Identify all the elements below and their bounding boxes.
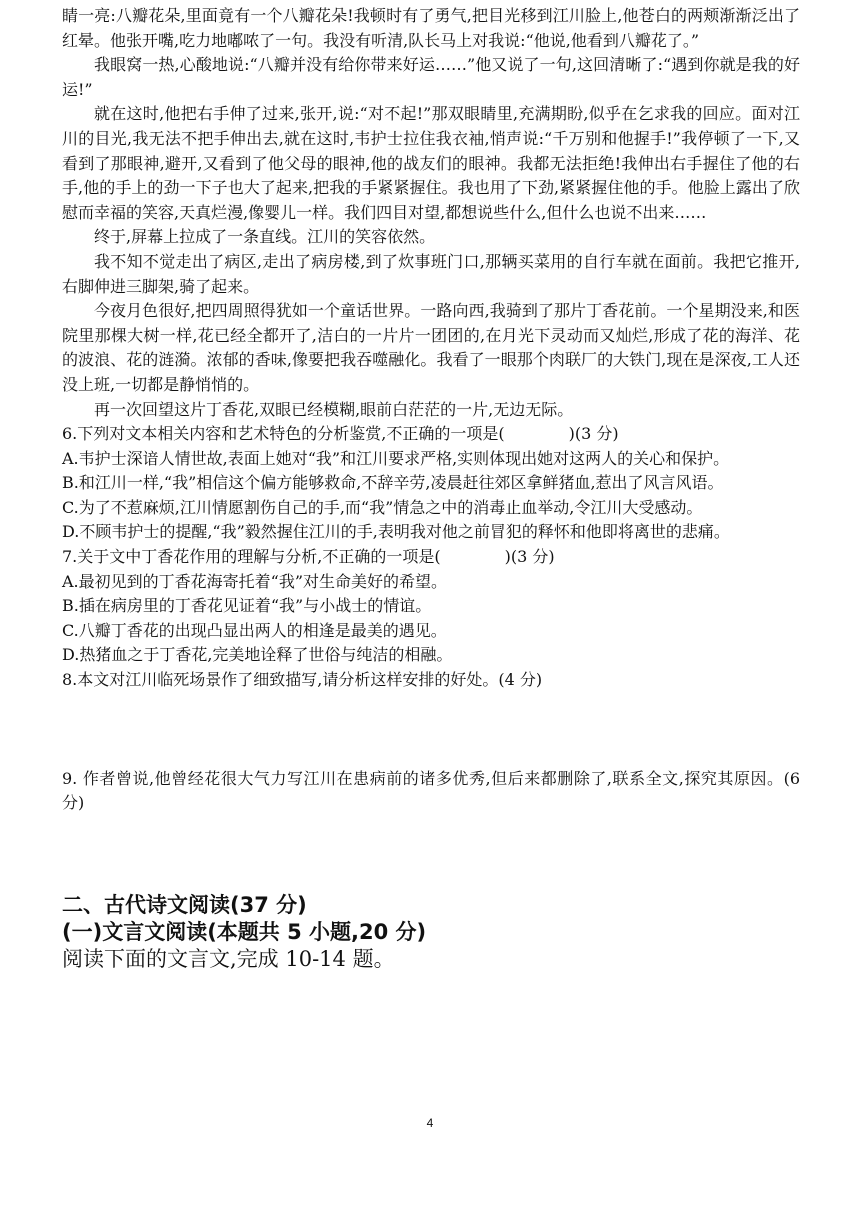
- section-instruction: 阅读下面的文言文,完成 10-14 题。: [62, 946, 395, 971]
- question-7-stem: 7.关于文中丁香花作用的理解与分析,不正确的一项是( )(3 分): [62, 547, 555, 567]
- story-paragraph: 我不知不觉走出了病区,走出了病房楼,到了炊事班门口,那辆买菜用的自行车就在面前。我把它推开,右脚伸进三脚架,骑了起来。: [62, 251, 800, 296]
- question-7-option-b: B.插在病房里的丁香花见证着“我”与小战士的情谊。: [62, 596, 432, 616]
- section-title: 二、古代诗文阅读(37 分): [62, 892, 307, 917]
- story-paragraph: 再一次回望这片丁香花,双眼已经模糊,眼前白茫茫的一片,无边无际。: [94, 399, 574, 419]
- story-paragraph: 睛一亮:八瓣花朵,里面竟有一个八瓣花朵!我顿时有了勇气,把目光移到江川脸上,他苍白的两颊渐渐泛出了红晕。他张开嘴,吃力地嘟哝了一句。我没有听清,队长马上对我说:“他说,他看到八瓣花了。”: [62, 6, 800, 50]
- document-page: [62, 4, 800, 973]
- answer-space: [62, 693, 800, 767]
- question-7-option-d: D.热猪血之于丁香花,完美地诠释了世俗与纯洁的相融。: [62, 645, 453, 665]
- question-6-stem: 6.下列对文本相关内容和艺术特色的分析鉴赏,不正确的一项是( )(3 分): [62, 424, 619, 444]
- question-7-option-c: C.八瓣丁香花的出现凸显出两人的相逢是最美的遇见。: [62, 620, 447, 640]
- question-6-option-c: C.为了不惹麻烦,江川情愿割伤自己的手,而“我”情急之中的消毒止血举动,令江川大受感动。: [62, 497, 703, 517]
- question-6-option-a: A.韦护士深谙人情世故,表面上她对“我”和江川要求严格,实则体现出她对这两人的关心和保护。: [62, 448, 730, 468]
- story-paragraph: 就在这时,他把右手伸了过来,张开,说:“对不起!”那双眼睛里,充满期盼,似乎在乞求我的回应。面对江川的目光,我无法不把手伸出去,就在这时,韦护士拉住我衣袖,悄声说:“千万别和他握手!”我停顿了一下,又看到了那眼神,避开,又看到了他父母的眼神,他的战友们的眼神。我都无法拒绝!我伸出右手握住了他的右手,他的手上的劲一下子也大了起来,把我的手紧紧握住。我也用了下劲,紧紧握住他的手。他脸上露出了欣慰而幸福的笑容,天真烂漫,像婴儿一样。我们四目对望,都想说些什么,但什么也说不出来……: [62, 104, 800, 222]
- question-7-option-a: A.最初见到的丁香花海寄托着“我”对生命美好的希望。: [62, 571, 448, 591]
- question-6-option-b: B.和江川一样,“我”相信这个偏方能够救命,不辞辛劳,凌晨赶往郊区拿鲜猪血,惹出了风言风语。: [62, 473, 724, 493]
- section-subtitle: (一)文言文阅读(本题共 5 小题,20 分): [62, 919, 427, 944]
- page-number: 4: [426, 1116, 434, 1130]
- question-9-stem: 9. 作者曾说,他曾经花很大气力写江川在患病前的诸多优秀,但后来都删除了,联系全文,探究其原因。(6 分): [62, 768, 800, 813]
- question-8-stem: 8.本文对江川临死场景作了细致描写,请分析这样安排的好处。(4 分): [62, 670, 543, 690]
- story-paragraph: 终于,屏幕上拉成了一条直线。江川的笑容依然。: [94, 227, 436, 247]
- answer-space: [62, 816, 800, 892]
- question-6-option-d: D.不顾韦护士的提醒,“我”毅然握住江川的手,表明我对他之前冒犯的释怀和他即将离世的悲痛。: [62, 522, 730, 542]
- story-paragraph: 今夜月色很好,把四周照得犹如一个童话世界。一路向西,我骑到了那片丁香花前。一个星期没来,和医院里那棵大树一样,花已经全都开了,洁白的一片片一团团的,在月光下灵动而又灿烂,形成了花的海洋、花的波浪、花的涟漪。浓郁的香味,像要把我吞噬融化。我看了一眼那个肉联厂的大铁门,现在是深夜,工人还没上班,一切都是静悄悄的。: [62, 301, 800, 394]
- story-paragraph: 我眼窝一热,心酸地说:“八瓣并没有给你带来好运……”他又说了一句,这回清晰了:“遇到你就是我的好运!”: [62, 55, 800, 99]
